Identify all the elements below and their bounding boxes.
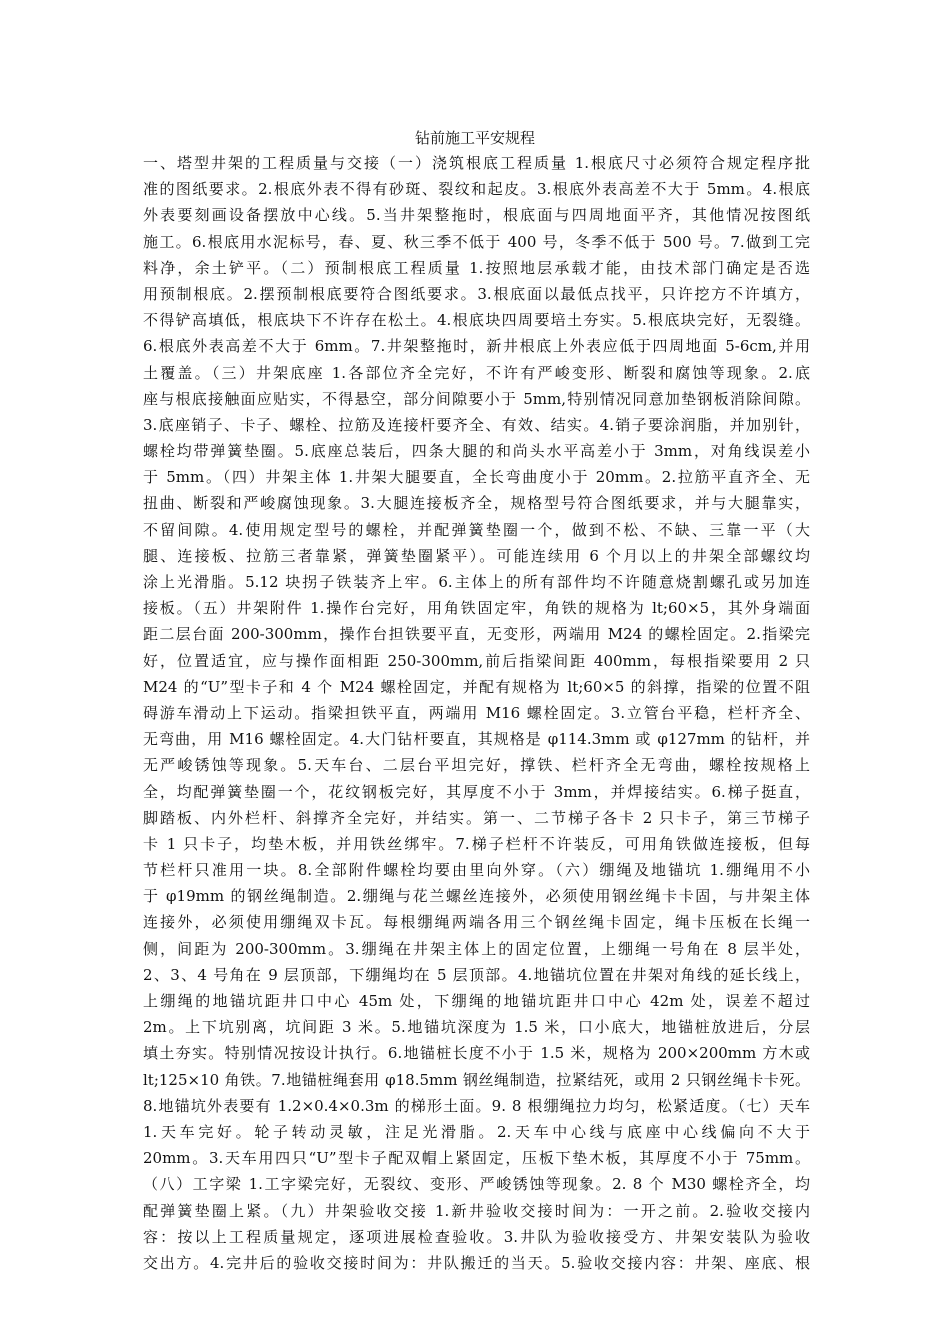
body-line: 腿、连接板、拉筋三者靠紧，弹簧垫圈紧平）。可能连续用 6 个月以上的井架全部螺纹均 bbox=[143, 546, 810, 565]
body-line: 容：按以上工程质量规定，逐项进展检查验收。3.井队为验收接受方、井架安装队为验收 bbox=[143, 1227, 810, 1246]
body-line: 2、3、4 号角在 9 层顶部，下绷绳均在 5 层顶部。4.地锚坑位置在井架对角线的延长线上， bbox=[143, 965, 810, 984]
body-line: 不得铲高填低，根底块下不许存在松土。4.根底块四周要培土夯实。5.根底块完好，无裂缝。 bbox=[143, 311, 810, 330]
body-line: 施工。6.根底用水泥标号，春、夏、秋三季不低于 400 号，冬季不低于 500 号。7.做到工完 bbox=[143, 232, 810, 251]
body-line: 碍游车滑动上下运动。指梁担铁平直，两端用 M16 螺栓固定。3.立管台平稳，栏杆齐全、 bbox=[143, 703, 810, 722]
body-line: 1.天车完好。轮子转动灵敏，注足光滑脂。2.天车中心线与底座中心线偏向不大于 bbox=[143, 1122, 810, 1141]
body-line: M24 的“U”型卡子和 4 个 M24 螺栓固定，并配有规格为 lt;60×5 的斜撑，指梁的位置不阻 bbox=[143, 677, 810, 696]
body-line: 好，位置适宜，应与操作面相距 250-300mm,前后指梁间距 400mm，每根指梁要用 2 只 bbox=[143, 651, 810, 670]
body-line: 一、塔型井架的工程质量与交接（一）浇筑根底工程质量 1.根底尺寸必须符合规定程序批 bbox=[143, 154, 810, 172]
body-line: lt;125×10 角铁。7.地锚桩绳套用 φ18.5mm 钢丝绳制造，拉紧结死，或用 2 只钢丝绳卡卡死。 bbox=[143, 1070, 810, 1089]
body-line: 土覆盖。（三）井架底座 1.各部位齐全完好，不许有严峻变形、断裂和腐蚀等现象。2.底 bbox=[143, 363, 810, 382]
body-line: 准的图纸要求。2.根底外表不得有砂斑、裂纹和起皮。3.根底外表高差不大于 5mm。4.根底 bbox=[143, 180, 810, 199]
body-line: 扭曲、断裂和严峻腐蚀现象。3.大腿连接板齐全，规格型号符合图纸要求，并与大腿靠实， bbox=[143, 494, 810, 513]
body-line: 不留间隙。4.使用规定型号的螺栓，并配弹簧垫圈一个，做到不松、不缺、三靠一平（大 bbox=[143, 520, 810, 539]
body-line: 2m。上下坑别离，坑间距 3 米。5.地锚坑深度为 1.5 米，口小底大，地锚桩放进后，分层 bbox=[143, 1018, 810, 1037]
body-line: （八）工字梁 1.工字梁完好，无裂纹、变形、严峻锈蚀等现象。2. 8 个 M30 螺栓齐全，均 bbox=[143, 1175, 810, 1194]
body-line: 8.地锚坑外表要有 1.2×0.4×0.3m 的梯形土面。9. 8 根绷绳拉力均匀，松紧适度。（七）天车 bbox=[143, 1096, 810, 1115]
body-line: 脚踏板、内外栏杆、斜撑齐全完好，并结实。第一、二节梯子各卡 2 只卡子，第三节梯子 bbox=[143, 808, 810, 827]
body-line: 20mm。3.天车用四只“U”型卡子配双帽上紧固定，压板下垫木板，其厚度不小于 75mm。 bbox=[143, 1149, 810, 1168]
body-line: 上绷绳的地锚坑距井口中心 45m 处，下绷绳的地锚坑距井口中心 42m 处，误差不超过 bbox=[143, 992, 810, 1010]
body-line: 全，均配弹簧垫圈一个，花纹钢板完好，其厚度不小于 3mm，并焊接结实。6.梯子挺直， bbox=[143, 782, 810, 801]
body-line: 涂上光滑脂。5.12 块拐子铁装齐上牢。6.主体上的所有部件均不许随意烧割螺孔或另加连 bbox=[143, 573, 810, 591]
body-line: 6.根底外表高差不大于 6mm。7.井架整拖时，新井根底上外表应低于四周地面 5-6cm,并用 bbox=[143, 337, 810, 356]
body-line: 侧，间距为 200-300mm。3.绷绳在井架主体上的固定位置，上绷绳一号角在 8 层半处， bbox=[143, 939, 810, 958]
body-line: 卡 1 只卡子，均垫木板，并用铁丝绑牢。7.梯子栏杆不许装反，可用角铁做连接板，但每 bbox=[143, 834, 810, 853]
body-line: 距二层台面 200-300mm，操作台担铁要平直，无变形，两端用 M24 的螺栓固定。2.指梁完 bbox=[143, 625, 810, 644]
body-line: 节栏杆只准用一块。8.全部附件螺栓均要由里向外穿。（六）绷绳及地锚坑 1.绷绳用不小 bbox=[143, 861, 810, 880]
body-line: 配弹簧垫圈上紧。（九）井架验收交接 1.新井验收交接时间为：一开之前。2.验收交接内 bbox=[143, 1201, 810, 1220]
body-line: 料净，余土铲平。（二）预制根底工程质量 1.按照地层承载才能，由技术部门确定是否选 bbox=[143, 258, 810, 277]
body-line: 无弯曲，用 M16 螺栓固定。4.大门钻杆要直，其规格是 φ114.3mm 或 φ127mm 的钻杆，并 bbox=[143, 730, 810, 749]
body-line: 于 φ19mm 的钢丝绳制造。2.绷绳与花兰螺丝连接外，必须使用钢丝绳卡卡固，与井架主体 bbox=[143, 887, 810, 906]
body-line: 用预制根底。2.摆预制根底要符合图纸要求。3.根底面以最低点找平，只许挖方不许填方， bbox=[143, 284, 810, 303]
body-line: 填土夯实。特别情况按设计执行。6.地锚桩长度不小于 1.5 米，规格为 200×200mm 方木或 bbox=[143, 1044, 810, 1063]
body-line: 于 5mm。（四）井架主体 1.井架大腿要直，全长弯曲度小于 20mm。2.拉筋平直齐全、无 bbox=[143, 468, 810, 487]
body-line: 座与根底接触面应贴实，不得悬空，部分间隙要小于 5mm,特别情况同意加垫钢板消除间隙。 bbox=[143, 389, 810, 408]
body-line: 外表要刻画设备摆放中心线。5.当井架整拖时，根底面与四周地面平齐，其他情况按图纸 bbox=[143, 206, 810, 225]
body-line: 3.底座销子、卡子、螺栓、拉筋及连接杆要齐全、有效、结实。4.销子要涂润脂，并加别针， bbox=[143, 415, 810, 434]
body-line: 交出方。4.完井后的验收交接时间为：井队搬迁的当天。5.验收交接内容：井架、座底、根 bbox=[143, 1253, 810, 1272]
body-line: 螺栓均带弹簧垫圈。5.底座总装后，四条大腿的和尚头水平高差小于 3mm，对角线误差小 bbox=[143, 442, 810, 461]
document-title: 钻前施工平安规程 bbox=[414, 129, 535, 147]
body-line: 连接外，必须使用绷绳双卡瓦。每根绷绳两端各用三个钢丝绳卡固定，绳卡压板在长绳一 bbox=[143, 913, 810, 932]
body-line: 无严峻锈蚀等现象。5.天车台、二层台平坦完好，撑铁、栏杆齐全无弯曲，螺栓按规格上 bbox=[143, 756, 810, 775]
body-line: 接板。（五）井架附件 1.操作台完好，用角铁固定牢，角铁的规格为 lt;60×5，其外身端面 bbox=[143, 599, 810, 618]
document-body bbox=[143, 150, 810, 1276]
